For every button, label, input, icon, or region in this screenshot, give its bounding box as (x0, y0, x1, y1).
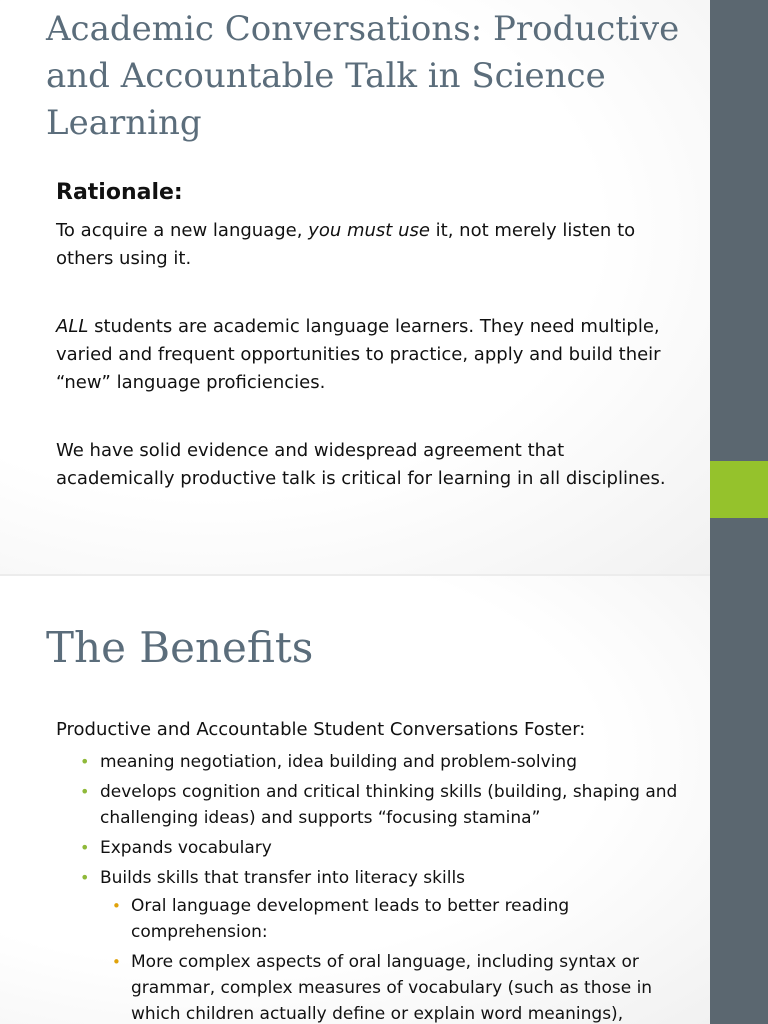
bullet-dot-icon: • (80, 838, 90, 857)
list-item-text: More complex aspects of oral language, including syntax or grammar, complex measures of vocabulary (such as those in which children actually define or explain word meanings), (131, 952, 653, 1024)
list-item (0, 779, 680, 831)
list-item-text: Oral language development leads to better reading comprehension: (131, 896, 570, 942)
text-segment: students are academic language learners. They need multiple, varied and frequent opportunities to practice, apply and build their “new” language proficiencies. (56, 316, 661, 393)
text-segment: it, not merely listen to others using it. (56, 220, 636, 269)
list-item-text: Expands vocabulary (100, 838, 272, 858)
benefits-lead: Productive and Accountable Student Conversations Foster: (56, 719, 586, 740)
bullet-dot-icon: • (80, 752, 90, 771)
list-item (0, 865, 680, 1024)
sub-list-item (100, 949, 671, 1024)
rationale-paragraph-2 (56, 313, 676, 397)
sub-list (100, 893, 680, 1024)
bullet-dot-icon: • (80, 782, 90, 801)
bullet-dot-icon: • (112, 897, 121, 915)
rationale-paragraph-3: We have solid evidence and widespread agreement that academically productive talk is critical for learning in all disciplines. (56, 440, 666, 489)
list-item (0, 835, 680, 861)
list-item-text: develops cognition and critical thinking skills (building, shaping and challenging ideas) and supports “focusing stamina” (100, 782, 678, 828)
sub-list-item (100, 893, 671, 945)
emphasis-text: you must use (308, 220, 430, 241)
rationale-paragraph-1 (56, 217, 676, 273)
slide-benefits (0, 576, 710, 1024)
slide-title: Academic Conversations: Productive and Accountable Talk in Science Learning (46, 9, 680, 143)
rationale-heading: Rationale: (56, 180, 183, 205)
list-item (0, 749, 680, 775)
decorative-accent-block (710, 461, 768, 518)
slide-title: The Benefits (46, 623, 314, 672)
bullet-dot-icon: • (80, 868, 90, 887)
list-item-text: meaning negotiation, idea building and problem-solving (100, 752, 577, 772)
list-item-text: Builds skills that transfer into literacy skills (100, 868, 466, 888)
emphasis-text: ALL (56, 316, 89, 337)
bullet-dot-icon: • (112, 953, 121, 971)
benefits-list (0, 749, 680, 1024)
text-segment: To acquire a new language, (56, 220, 309, 241)
